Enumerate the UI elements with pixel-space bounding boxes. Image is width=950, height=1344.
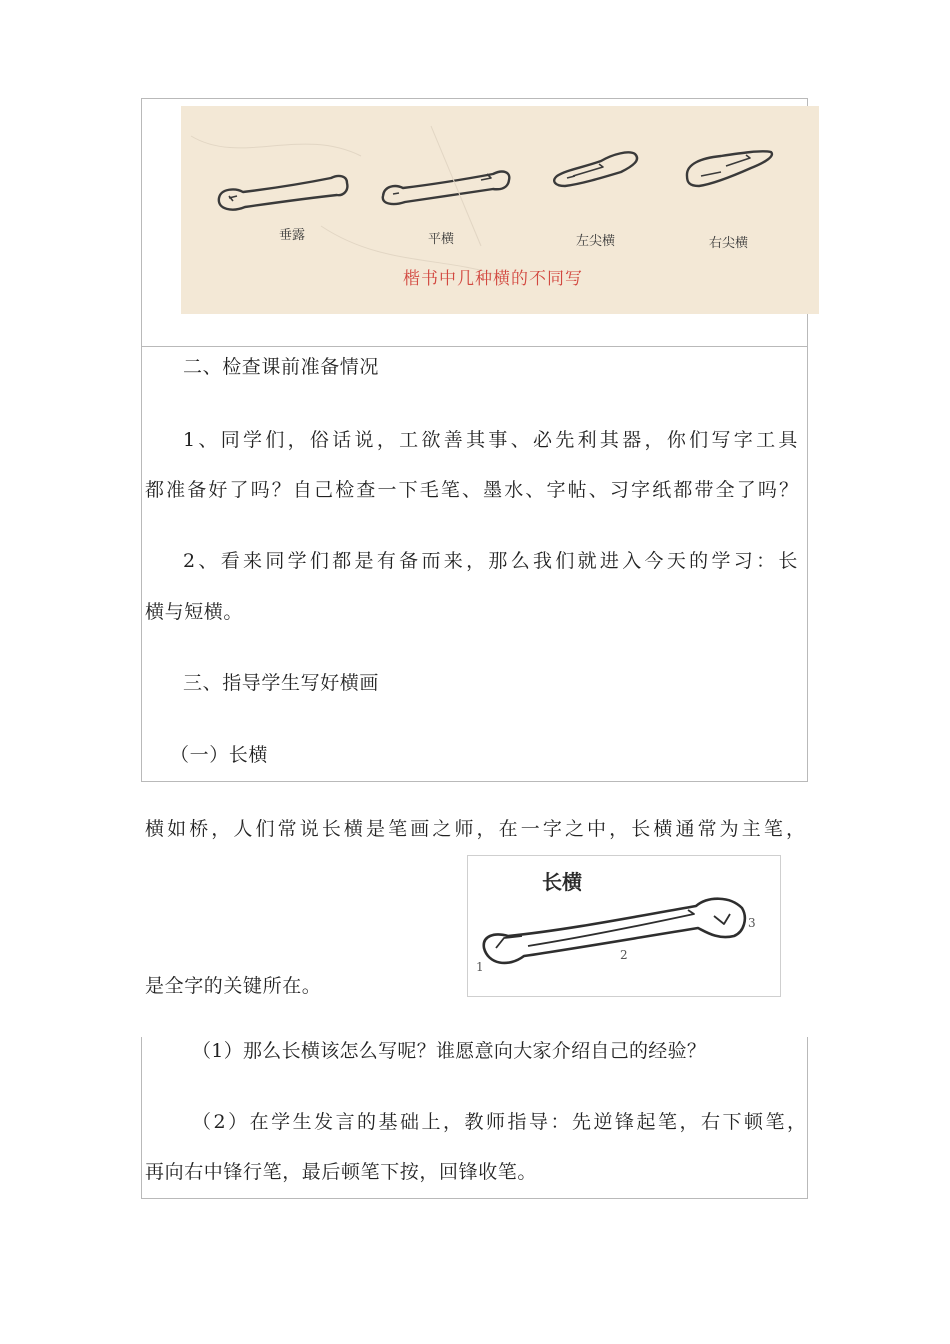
long-stroke-intro-line1: 横如桥，人们常说长横是笔画之师，在一字之中，长横通常为主笔， [145,818,805,840]
section2-p1-line1: 1、同学们，俗话说，工欲善其事、必先利其器，你们写字工具 [183,429,798,451]
section2-p2-line1: 2、看来同学们都是有备而来，那么我们就进入今天的学习：长 [183,550,798,572]
cell-divider [142,346,807,347]
stroke-label-3: 左尖横 [576,234,616,249]
stroke-label-2: 平横 [428,232,455,247]
step-number-1: 1 [476,960,484,974]
stroke-drawing-1 [219,176,348,210]
figure-caption: 楷书中几种横的不同写 [403,269,583,289]
section3-heading: 三、指导学生写好横画 [183,672,380,694]
step-number-3: 3 [748,916,756,930]
step-number-2: 2 [620,948,628,962]
section3-subheading: （一）长横 [170,744,269,766]
section2-p1-line2: 都准备好了吗？自己检查一下毛笔、墨水、字帖、习字纸都带全了吗？ [145,479,798,501]
long-stroke-intro-line2: 是全字的关键所在。 [145,975,322,997]
horizontal-strokes-figure [181,106,819,314]
section2-heading: 二、检查课前准备情况 [183,356,380,378]
stroke-label-1: 垂露 [279,228,306,243]
guide-q2-line2: 再向右中锋行笔，最后顿笔下按，回锋收笔。 [145,1161,538,1183]
section2-p2-line2: 横与短横。 [145,601,244,623]
guide-q2-line1: （2）在学生发言的基础上，教师指导：先逆锋起笔，右下顿笔， [192,1111,806,1133]
stroke-drawing-4 [687,151,772,186]
stroke-label-4: 右尖横 [709,236,749,251]
figure-title: 长横 [542,870,582,894]
guide-q1: （1）那么长横该怎么写呢？谁愿意向大家介绍自己的经验？ [192,1040,707,1062]
